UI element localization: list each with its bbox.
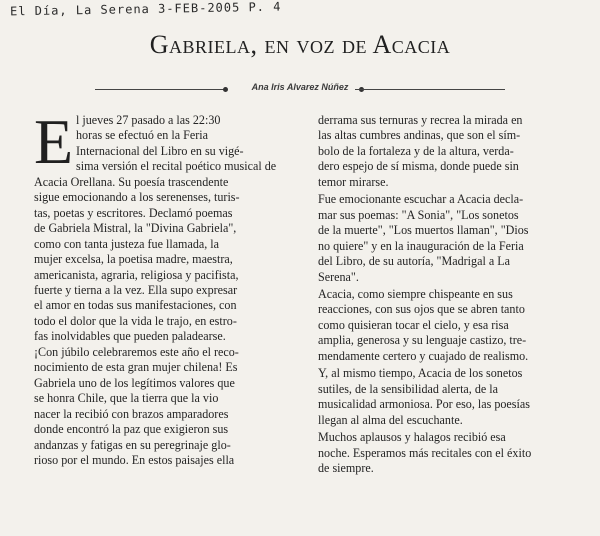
drop-cap: E bbox=[34, 113, 74, 177]
article-line: Acacia Orellana. Su poesía trascendente bbox=[34, 174, 229, 189]
article-line: Acacia, como siempre chispeante en sus bbox=[318, 286, 513, 301]
article-line: Gabriela uno de los legítimos valores que bbox=[34, 375, 235, 390]
article-line: horas se efectuó en la Feria bbox=[76, 128, 208, 143]
dropcap-container bbox=[34, 113, 74, 177]
article-line: Muchos aplausos y halagos recibió esa bbox=[318, 430, 506, 445]
paragraph bbox=[318, 430, 582, 476]
article-line: de siempre. bbox=[318, 460, 374, 475]
article-line: llegan al alma del escuchante. bbox=[318, 412, 463, 427]
article-line: musicalidad armoniosa. Por eso, las poesías bbox=[318, 397, 530, 412]
paragraph bbox=[318, 113, 582, 190]
article-line: americanista, agraria, religiosa y pacifista, bbox=[34, 267, 239, 282]
article-line: fas inolvidables que pueden paladearse. bbox=[34, 329, 226, 344]
article-line: amplia, generosa y su lenguaje castizo, tre- bbox=[318, 333, 527, 348]
article-line: todo el dolor que la vida le trajo, en estro- bbox=[34, 313, 237, 328]
article-line: mendamente certero y cuajado de realismo. bbox=[318, 348, 529, 363]
article-line: Fue emocionante escuchar a Acacia decla- bbox=[318, 192, 524, 207]
article-left-column bbox=[34, 113, 296, 525]
article-line: sutiles, de la sensibilidad alerta, de la bbox=[318, 381, 499, 396]
article-line: se honra Chile, que la tierra que la vio bbox=[34, 391, 219, 406]
article-line: como quisieran tocar el cielo, y esa risa bbox=[318, 317, 509, 332]
handwritten-note: El Día, La Serena 3-FEB-2005 P. 4 bbox=[9, 0, 282, 19]
byline-divider-left bbox=[95, 89, 225, 90]
paragraph bbox=[318, 287, 582, 364]
article-line: mujer excelsa, la poetisa madre, maestra, bbox=[34, 252, 233, 267]
article-line: fuerte y tierna a la vez. Ella supo expresar bbox=[34, 282, 238, 297]
article-line: Internacional del Libro en su vigé- bbox=[76, 143, 244, 158]
article-line: temor mirarse. bbox=[318, 174, 389, 189]
article-line: nacer la recibió con brazos amparadores bbox=[34, 406, 229, 421]
article-line: mar sus poemas: "A Sonia", "Los sonetos bbox=[318, 207, 519, 222]
article-line: sigue emocionando a los serenenses, turis- bbox=[34, 190, 240, 205]
article-headline: Gabriela, en voz de Acacia bbox=[149, 30, 451, 59]
article-line: de la muerte", "Los muertos llaman", "Dios bbox=[318, 223, 529, 238]
byline-divider-right bbox=[355, 89, 505, 90]
byline: Ana Iris Alvarez Núñez bbox=[251, 82, 349, 92]
article-line: Y, al mismo tiempo, Acacia de los sonetos bbox=[318, 366, 523, 381]
article-line: bolo de la fortaleza y de la altura, verda- bbox=[318, 143, 514, 158]
article-line: las altas cumbres andinas, que son el sím- bbox=[318, 128, 521, 143]
article-line: rioso por el mundo. En estos paisajes ella bbox=[34, 452, 235, 467]
article-line: no quiere" y en la inauguración de la Feria bbox=[318, 238, 524, 253]
article-line: como con tanta justeza fue llamada, la bbox=[34, 236, 220, 251]
article-line: Serena". bbox=[318, 269, 359, 284]
article-line: dero espejo de sí misma, donde puede sin bbox=[318, 159, 519, 174]
paragraph bbox=[318, 366, 582, 428]
article-line: sima versión el recital poético musical de bbox=[76, 159, 277, 174]
article-line: donde encontró la paz que exigieron sus bbox=[34, 422, 229, 437]
article-line: derrama sus ternuras y recrea la mirada en bbox=[318, 113, 523, 127]
byline-row bbox=[95, 82, 505, 96]
article-line: de Gabriela Mistral, la "Divina Gabriela", bbox=[34, 221, 237, 236]
article-line: andanzas y fatigas en su peregrinaje glo- bbox=[34, 437, 231, 452]
article-line: l jueves 27 pasado a las 22:30 bbox=[76, 113, 221, 127]
byline-bullet-left bbox=[223, 87, 228, 92]
article-line: reacciones, con sus ojos que se abren tanto bbox=[318, 302, 525, 317]
article-line: del Libro, de su autoría, "Madrigal a La bbox=[318, 254, 510, 269]
article-line: el amor en todas sus manifestaciones, con bbox=[34, 298, 237, 313]
article-right-column bbox=[318, 113, 582, 518]
paragraph bbox=[318, 192, 582, 285]
article-line: noche. Esperamos más recitales con el éxito bbox=[318, 445, 532, 460]
article-line: nocimiento de esta gran mujer chilena! Es bbox=[34, 360, 238, 375]
article-line: ¡Con júbilo celebraremos este año el reco- bbox=[34, 344, 239, 359]
article-line: tas, poetas y escritores. Declamó poemas bbox=[34, 205, 233, 220]
